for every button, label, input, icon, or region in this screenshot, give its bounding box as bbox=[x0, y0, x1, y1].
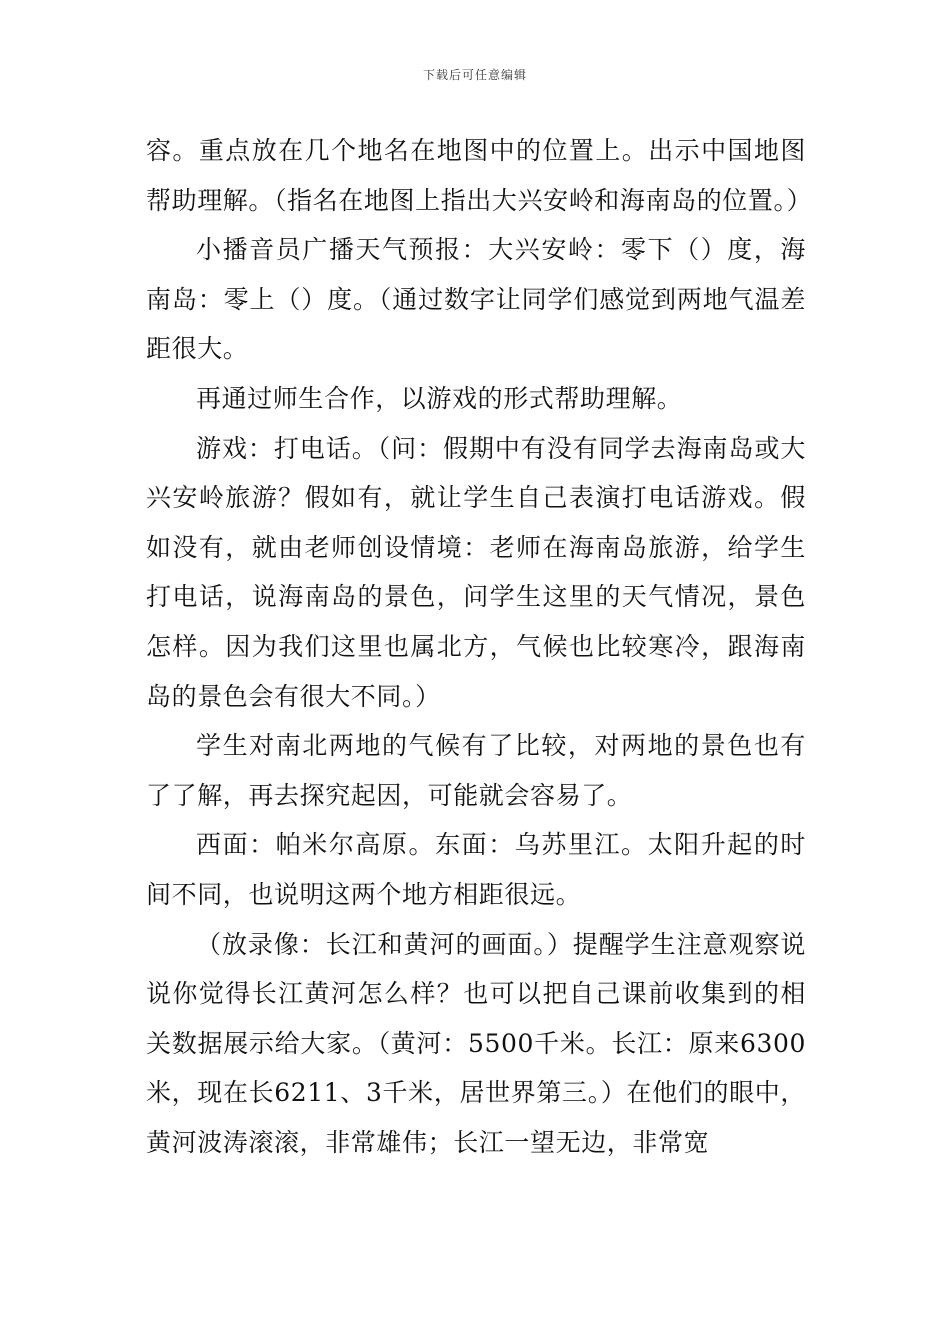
page-header: 下载后可任意编辑 bbox=[422, 68, 527, 82]
paragraph-4: 游戏：打电话。（问：假期中有没有同学去海南岛或大兴安岭旅游？假如有，就让学生自己表演打电话游戏。假如没有，就由老师创设情境：老师在海南岛旅游，给学生打电话，说海南岛的景色，问学生这里的天气情况，景色怎样。因为我们这里也属北方，气候也比较寒冷，跟海南岛的景色会有很大不同。） bbox=[146, 433, 806, 711]
paragraph-6: 西面：帕米尔高原。东面：乌苏里江。太阳升起的时间不同，也说明这两个地方相距很远。 bbox=[146, 830, 806, 909]
paragraph-2: 小播音员广播天气预报：大兴安岭：零下（）度，海南岛：零上（）度。（通过数字让同学们感觉到两地气温差距很大。 bbox=[146, 235, 806, 364]
paragraph-5: 学生对南北两地的气候有了比较，对两地的景色也有了了解，再去探究起因，可能就会容易了。 bbox=[146, 731, 806, 810]
paragraph-7: （放录像：长江和黄河的画面。）提醒学生注意观察说说你觉得长江黄河怎么样？也可以把自己课前收集到的相关数据展示给大家。（黄河：5500千米。长江：原来6300米，现在长6211、3千米，居世界第三。）在他们的眼中，黄河波涛滚滚，非常雄伟；长江一望无边，非常宽 bbox=[146, 929, 806, 1157]
paragraph-1: 容。重点放在几个地名在地图中的位置上。出示中国地图帮助理解。（指名在地图上指出大兴安岭和海南岛的位置。） bbox=[146, 136, 813, 215]
document-body bbox=[146, 126, 813, 1167]
paragraph-3: 再通过师生合作，以游戏的形式帮助理解。 bbox=[196, 383, 683, 413]
